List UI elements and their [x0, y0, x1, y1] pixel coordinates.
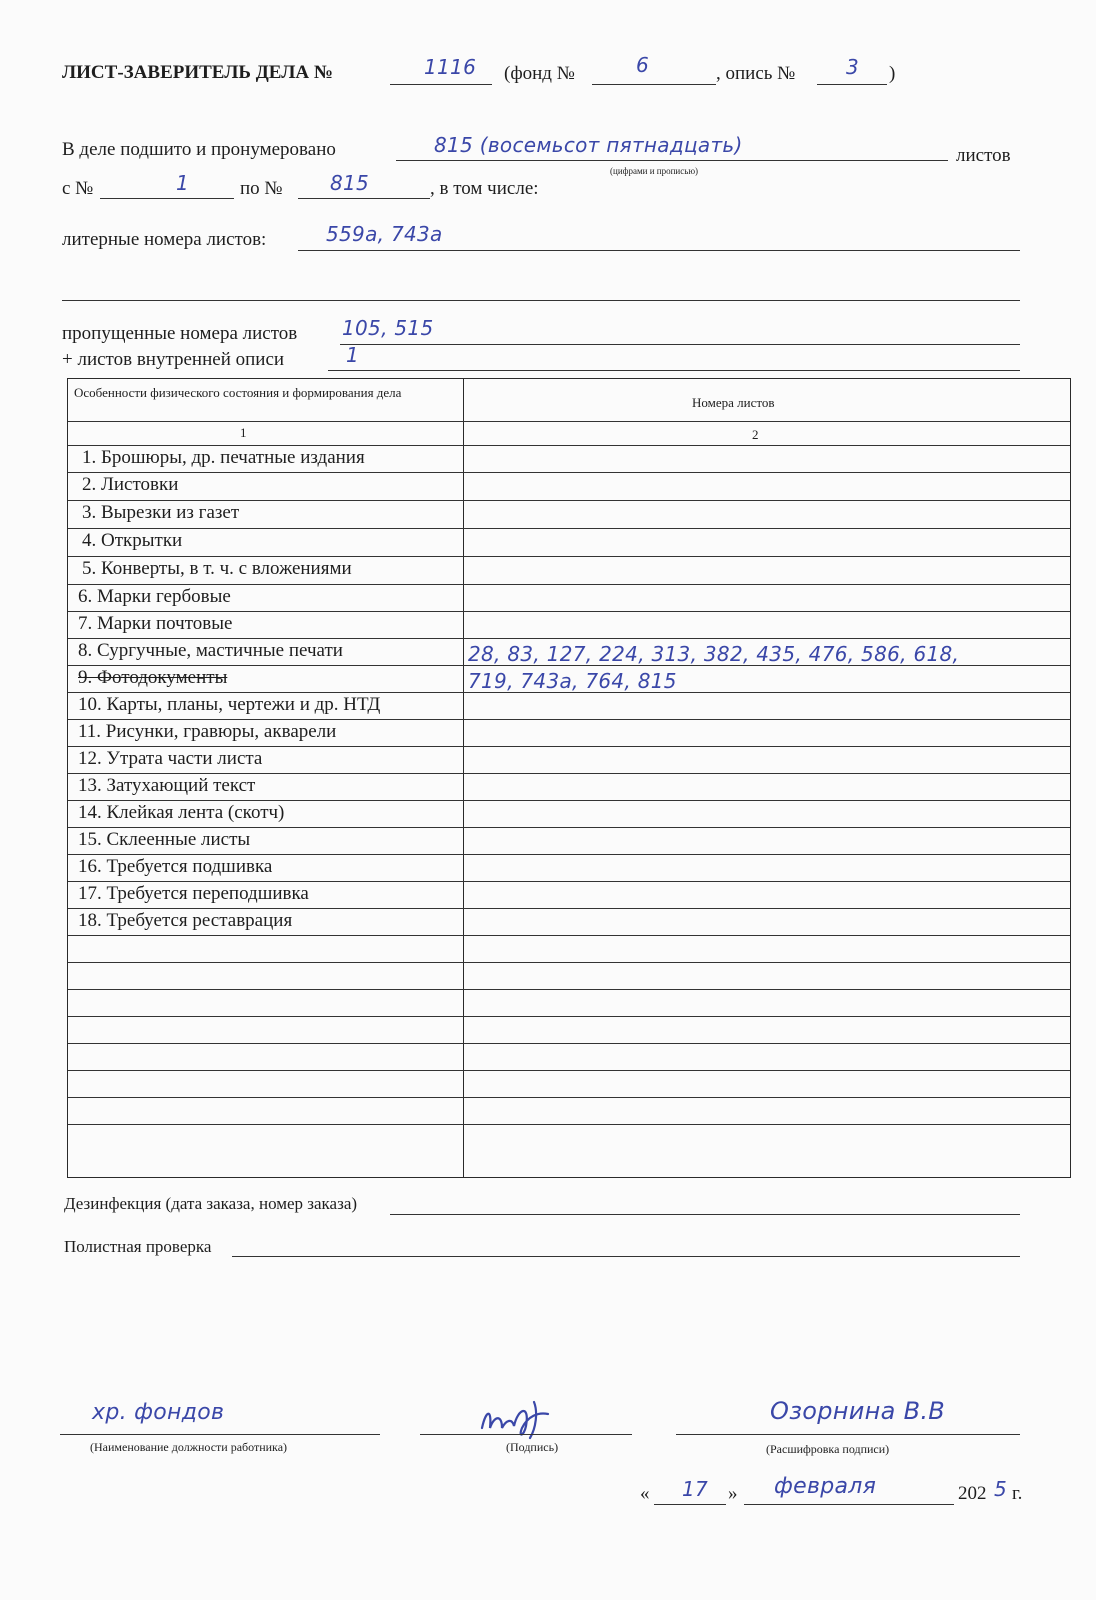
- position-value[interactable]: хр. фондов: [92, 1400, 225, 1425]
- to-label: по №: [240, 178, 283, 199]
- missing-label: пропущенные номера листов: [62, 323, 298, 344]
- inner-inventory-underline: [328, 370, 1020, 371]
- position-hint: (Наименование должности работника): [90, 1440, 288, 1454]
- col2-header: Номера листов: [692, 395, 775, 410]
- opis-underline: [817, 84, 887, 85]
- col1-header: Особенности физического состояния и формирования дела: [74, 385, 402, 400]
- from-underline: [100, 198, 234, 199]
- table-row-label: 13. Затухающий текст: [78, 775, 256, 796]
- table-row-line: [68, 962, 1070, 963]
- inner-inventory-label: + листов внутренней описи: [62, 349, 285, 370]
- col1-number: 1: [240, 425, 247, 440]
- table-row-line: [68, 746, 1070, 747]
- check-label: Полистная проверка: [64, 1237, 212, 1256]
- table-row-line: [68, 908, 1070, 909]
- name-value[interactable]: Озорнина В.В: [770, 1397, 946, 1425]
- literal-underline-2: [62, 300, 1020, 301]
- literal-value[interactable]: 559а, 743а: [326, 222, 443, 246]
- table-row-line: [68, 719, 1070, 720]
- table-row-line: [68, 1124, 1070, 1125]
- table-row-line: [68, 500, 1070, 501]
- date-year-digit[interactable]: 5: [994, 1477, 1008, 1501]
- table-row-label: 3. Вырезки из газет: [82, 502, 240, 523]
- opis-value[interactable]: 3: [846, 55, 860, 79]
- signature-mark: [478, 1398, 558, 1445]
- table-row-line: [68, 638, 1070, 639]
- table-row-line: [68, 528, 1070, 529]
- form-title: ЛИСТ-ЗАВЕРИТЕЛЬ ДЕЛА №: [62, 62, 333, 83]
- check-underline: [232, 1256, 1020, 1257]
- signature-hint: (Подпись): [506, 1440, 559, 1454]
- sewn-hint: (цифрами и прописью): [610, 166, 699, 176]
- table-row-line: [68, 800, 1070, 801]
- disinfection-label: Дезинфекция (дата заказа, номер заказа): [64, 1194, 358, 1213]
- table-row-line: [68, 472, 1070, 473]
- date-day[interactable]: 17: [682, 1477, 709, 1501]
- case-number-value[interactable]: 1116: [424, 55, 477, 79]
- missing-underline: [340, 344, 1020, 345]
- table-row-line: [68, 1043, 1070, 1044]
- table-row-label: 2. Листовки: [82, 474, 179, 495]
- date-year-prefix: 202: [958, 1483, 987, 1504]
- table-row-line: [68, 989, 1070, 990]
- date-month-underline: [744, 1504, 954, 1505]
- signature-underline: [420, 1434, 632, 1435]
- date-month[interactable]: февраля: [774, 1474, 877, 1499]
- sewn-label: В деле подшито и пронумеровано: [62, 139, 336, 160]
- table-row-label: 12. Утрата части листа: [78, 748, 263, 769]
- table-row-label: 11. Рисунки, гравюры, акварели: [78, 721, 337, 742]
- date-year-suffix: г.: [1012, 1483, 1023, 1504]
- table-row-line: [68, 584, 1070, 585]
- date-open-quote: «: [640, 1483, 650, 1504]
- range-suffix: , в том числе:: [430, 178, 539, 199]
- table-row-line: [68, 773, 1070, 774]
- opis-label: , опись №: [716, 63, 796, 84]
- literal-underline: [298, 250, 1020, 251]
- table-column-divider: [463, 379, 464, 1177]
- table-row-label: 16. Требуется подшивка: [78, 856, 273, 877]
- position-underline: [60, 1434, 380, 1435]
- from-label: с №: [62, 178, 94, 199]
- date-close-quote: »: [728, 1483, 738, 1504]
- table-row-line: [68, 1016, 1070, 1017]
- table-row-line: [68, 445, 1070, 446]
- table-row-label: 1. Брошюры, др. печатные издания: [82, 447, 365, 468]
- table-row-line: [68, 611, 1070, 612]
- condition-table: [67, 378, 1071, 1178]
- table-row-line: [68, 556, 1070, 557]
- seals-pages-line2[interactable]: 719, 743а, 764, 815: [468, 669, 677, 693]
- table-row-label: 7. Марки почтовые: [78, 613, 233, 634]
- table-row-label: 18. Требуется реставрация: [78, 910, 293, 931]
- fond-underline: [592, 84, 716, 85]
- inner-inventory-value[interactable]: 1: [346, 343, 360, 367]
- table-row-label: 10. Карты, планы, чертежи и др. НТД: [78, 694, 381, 715]
- table-row-line: [68, 854, 1070, 855]
- table-row-line: [68, 1070, 1070, 1071]
- seals-pages-line1[interactable]: 28, 83, 127, 224, 313, 382, 435, 476, 586, 618,: [468, 642, 960, 666]
- table-row-label: 14. Клейкая лента (скотч): [78, 802, 285, 823]
- name-hint: (Расшифровка подписи): [766, 1442, 890, 1456]
- table-row-label: 17. Требуется переподшивка: [78, 883, 309, 904]
- table-row-label: 8. Сургучные, мастичные печати: [78, 640, 343, 661]
- disinfection-underline: [390, 1214, 1020, 1215]
- case-number-underline: [390, 84, 492, 85]
- col2-number: 2: [752, 427, 759, 442]
- sewn-underline: [396, 160, 948, 161]
- sewn-suffix: листов: [956, 145, 1011, 166]
- literal-label: литерные номера листов:: [62, 229, 267, 250]
- table-row-label: 9. Фотодокументы: [78, 667, 228, 688]
- fond-label: (фонд №: [504, 63, 575, 84]
- from-value[interactable]: 1: [176, 171, 190, 195]
- close-paren: ): [889, 63, 896, 84]
- table-row-label: 15. Склеенные листы: [78, 829, 251, 850]
- table-row-label: 4. Открытки: [82, 530, 183, 551]
- to-underline: [298, 198, 430, 199]
- table-row-line: [68, 1097, 1070, 1098]
- table-row-line: [68, 881, 1070, 882]
- fond-value[interactable]: 6: [636, 53, 650, 77]
- table-header-line: [68, 421, 1070, 422]
- sewn-value[interactable]: 815 (восемьсот пятнадцать): [434, 133, 743, 157]
- table-row-label: 6. Марки гербовые: [78, 586, 231, 607]
- table-row-line: [68, 827, 1070, 828]
- date-day-underline: [654, 1504, 726, 1505]
- to-value[interactable]: 815: [330, 171, 370, 195]
- table-row-label: 5. Конверты, в т. ч. с вложениями: [82, 558, 352, 579]
- missing-value[interactable]: 105, 515: [342, 316, 434, 340]
- name-underline: [676, 1434, 1020, 1435]
- table-row-line: [68, 935, 1070, 936]
